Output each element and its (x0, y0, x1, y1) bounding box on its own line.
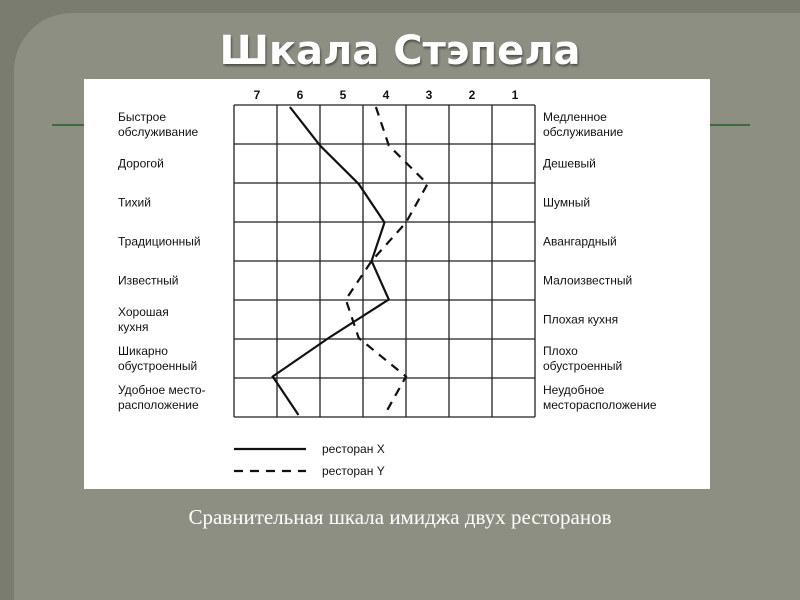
right-row-label: Плохая кухня (543, 312, 619, 327)
right-row-label: Малоизвестный (543, 273, 633, 288)
right-row-label: месторасположение (543, 398, 657, 412)
scale-label: 4 (382, 88, 390, 102)
left-row-label: кухня (118, 320, 149, 334)
scale-label: 6 (296, 88, 304, 102)
left-row-label: Традиционный (118, 234, 201, 249)
left-row-label: Удобное место- (118, 383, 206, 397)
chart-panel (84, 79, 710, 489)
right-row-label: Медленное (543, 110, 607, 124)
left-row-label: Хорошая (118, 305, 169, 319)
right-row-label: обслуживание (543, 125, 624, 139)
scale-label: 5 (339, 88, 347, 102)
left-row-label: Дорогой (118, 156, 164, 171)
scale-label: 2 (468, 88, 476, 102)
legend-label: ресторан Y (322, 464, 385, 478)
right-row-label: Плохо (543, 344, 578, 358)
left-row-label: Шикарно (118, 344, 168, 358)
scale-label: 7 (253, 88, 261, 102)
stapel-chart (84, 79, 710, 489)
left-row-label: Быстрое (118, 110, 167, 124)
scale-label: 3 (425, 88, 433, 102)
left-row-label: обслуживание (118, 125, 199, 139)
left-row-label: обустроенный (118, 359, 198, 373)
right-row-label: Шумный (543, 195, 591, 210)
slide-title: Шкала Стэпела (219, 28, 581, 74)
left-row-label: Известный (118, 273, 179, 288)
right-row-label: обустроенный (543, 359, 623, 373)
right-row-label: Неудобное (543, 383, 605, 397)
scale-label: 1 (511, 88, 519, 102)
left-row-label: расположение (118, 398, 199, 412)
right-row-label: Авангардный (543, 234, 617, 249)
legend-label: ресторан X (322, 442, 385, 456)
right-row-label: Дешевый (543, 156, 596, 171)
left-row-label: Тихий (118, 195, 151, 210)
chart-caption: Сравнительная шкала имиджа двух ресторанов (188, 505, 612, 529)
